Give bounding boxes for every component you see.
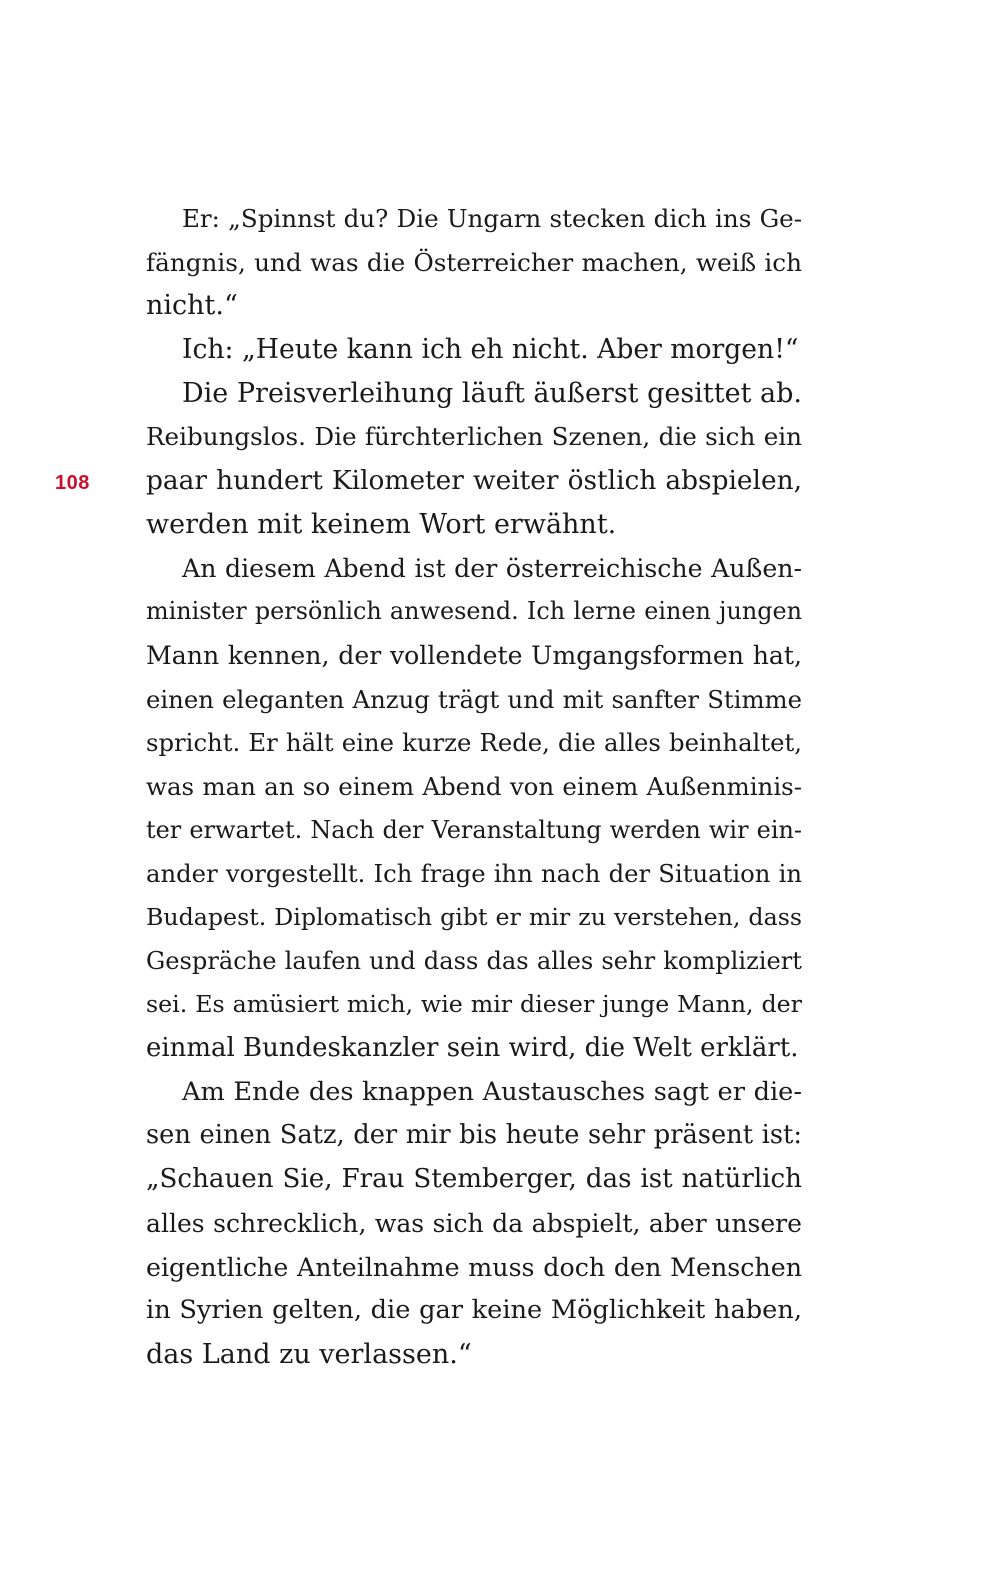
text-line: Am Ende des knappen Austausches sagt er die- [182, 1076, 802, 1107]
text-line: Er: „Spinnst du? Die Ungarn stecken dich ins Ge- [182, 204, 802, 233]
text-line: nicht.“ [146, 290, 238, 322]
text-line: „Schauen Sie, Frau Stemberger, das ist natürlich [146, 1164, 802, 1195]
text-line: alles schrecklich, was sich da abspielt, aber unsere [146, 1208, 802, 1238]
text-line: fängnis, und was die Österreicher machen, weiß ich [146, 247, 802, 277]
text-line: Gespräche laufen und dass das alles sehr kompliziert [146, 946, 802, 975]
text-line: einen eleganten Anzug trägt und mit sanfter Stimme [146, 684, 802, 714]
text-line: werden mit keinem Wort erwähnt. [146, 508, 617, 540]
text-line: eigentliche Anteilnahme muss doch den Menschen [146, 1252, 802, 1282]
text-line: spricht. Er hält eine kurze Rede, die alles beinhaltet, [146, 728, 802, 758]
text-line: paar hundert Kilometer weiter östlich abspielen, [146, 465, 802, 497]
text-line: Budapest. Diplomatisch gibt er mir zu verstehen, dass [146, 903, 802, 931]
text-line: Reibungslos. Die fürchterlichen Szenen, die sich ein [146, 422, 802, 452]
text-line: das Land zu verlassen.“ [146, 1338, 472, 1370]
text-line: einmal Bundeskanzler sein wird, die Welt erklärt. [146, 1033, 799, 1064]
text-line: An diesem Abend ist der österreichische Außen- [182, 553, 802, 583]
body-text [146, 197, 802, 1377]
text-line: in Syrien gelten, die gar keine Möglichkeit haben, [146, 1295, 802, 1326]
text-line: ter erwartet. Nach der Veranstaltung werden wir ein- [146, 815, 802, 844]
text-line: minister persönlich anwesend. Ich lerne einen jungen [146, 597, 802, 626]
text-line: ander vorgestellt. Ich frage ihn nach der Situation in [146, 859, 802, 889]
page-number: 108 [55, 472, 90, 494]
text-line: Die Preisverleihung läuft äußerst gesittet ab. [182, 377, 802, 409]
text-line: Ich: „Heute kann ich eh nicht. Aber morgen!“ [182, 334, 799, 366]
text-line: sen einen Satz, der mir bis heute sehr präsent ist: [146, 1120, 802, 1151]
text-line: Mann kennen, der vollendete Umgangsformen hat, [146, 640, 802, 670]
text-line: sei. Es amüsiert mich, wie mir dieser junge Mann, der [146, 990, 802, 1019]
text-line: was man an so einem Abend von einem Außenminis- [146, 771, 802, 801]
